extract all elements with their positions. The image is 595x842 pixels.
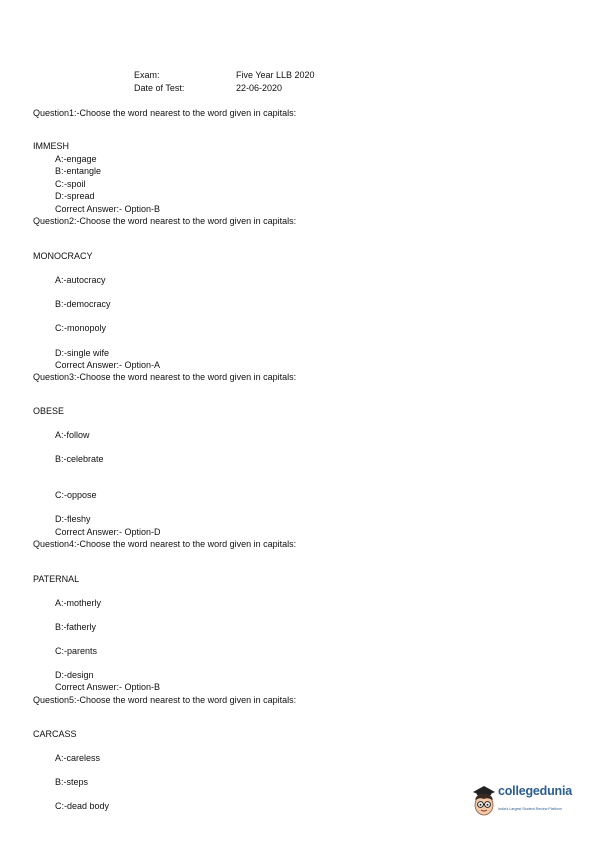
exam-label: Exam: (134, 70, 160, 80)
option-a: A:-follow (55, 430, 90, 440)
question-word: OBESE (33, 406, 65, 416)
date-value: 22-06-2020 (236, 83, 283, 93)
question-prompt: Question1:-Choose the word nearest to the word given in capitals: (33, 108, 297, 118)
question-prompt: Question2:-Choose the word nearest to the word given in capitals: (33, 216, 297, 226)
option-d: D:-fleshy (55, 514, 91, 524)
option-c: C:-monopoly (55, 323, 107, 333)
option-a: A:-motherly (55, 598, 102, 608)
student-mascot-icon (471, 783, 497, 817)
question-prompt: Question4:-Choose the word nearest to the word given in capitals: (33, 539, 297, 549)
question-word: CARCASS (33, 729, 77, 739)
exam-value: Five Year LLB 2020 (236, 70, 315, 80)
correct-answer: Correct Answer:- Option-D (55, 527, 161, 537)
option-b: B:-entangle (55, 166, 102, 176)
date-label: Date of Test: (134, 83, 185, 93)
option-c: C:-parents (55, 646, 98, 656)
question-word: PATERNAL (33, 574, 80, 584)
collegedunia-logo[interactable] (471, 783, 583, 819)
option-c: C:-dead body (55, 801, 110, 811)
option-c: C:-spoil (55, 179, 86, 189)
option-b: B:-steps (55, 777, 89, 787)
option-d: D:-single wife (55, 348, 110, 358)
correct-answer: Correct Answer:- Option-A (55, 360, 161, 370)
logo-tagline: India's Largest Student Review Platform (498, 807, 562, 811)
option-a: A:-careless (55, 753, 101, 763)
option-b: B:-celebrate (55, 454, 104, 464)
question-prompt: Question3:-Choose the word nearest to the word given in capitals: (33, 372, 297, 382)
option-c: C:-oppose (55, 490, 97, 500)
logo-wordmark: collegedunia (498, 784, 573, 798)
question-word: MONOCRACY (33, 251, 93, 261)
option-a: A:-engage (55, 154, 97, 164)
option-d: D:-design (55, 670, 94, 680)
option-d: D:-spread (55, 191, 95, 201)
option-b: B:-fatherly (55, 622, 97, 632)
correct-answer: Correct Answer:- Option-B (55, 682, 161, 692)
option-a: A:-autocracy (55, 275, 106, 285)
question-word: IMMESH (33, 141, 69, 151)
option-b: B:-democracy (55, 299, 111, 309)
question-prompt: Question5:-Choose the word nearest to the word given in capitals: (33, 695, 297, 705)
correct-answer: Correct Answer:- Option-B (55, 204, 161, 214)
